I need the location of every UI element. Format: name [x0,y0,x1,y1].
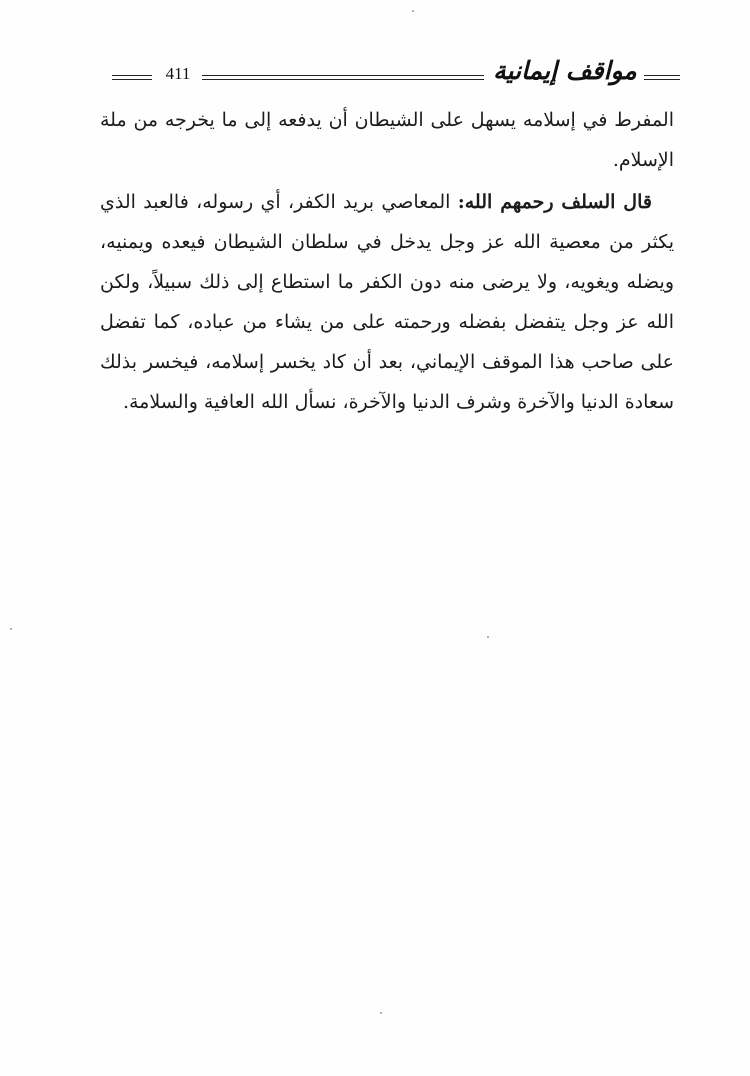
header-rule-left [112,75,152,80]
paragraph-2-text: المعاصي بريد الكفر، أي رسوله، فالعبد الذي يكثر من معصية الله عز وجل يدخل في سلطان الشيطان فيعده ويمنيه، ويضله ويغويه، ولا يرضى منه دون الكفر ما استطاع إلى ذلك سبيلاً، ولكن الله عز وجل يتفضل بفضله ورحمته على من يشاء من عباده، كما تفضل على صاحب هذا الموقف الإيماني، بعد أن كاد يخسر إسلامه، فيخسر بذلك سعادة الدنيا والآخرة وشرف الدنيا والآخرة، نسأل الله العافية والسلامة. [100,191,674,413]
body-text [100,100,674,422]
scan-speck [380,1012,382,1014]
page-number: 411 [165,64,191,83]
header-rule-right [644,75,680,80]
scan-speck [487,636,489,638]
quote-attribution: قال السلف رحمهم الله: [457,191,652,213]
paragraph-2 [100,182,674,422]
scan-speck [412,10,414,12]
header-rule-middle [202,75,484,80]
page-header [104,58,678,98]
scan-speck [10,628,12,630]
running-title: مواقف إيمانية [493,56,637,85]
paragraph-1: المفرط في إسلامه يسهل على الشيطان أن يدفعه إلى ما يخرجه من ملة الإسلام. [100,109,674,171]
